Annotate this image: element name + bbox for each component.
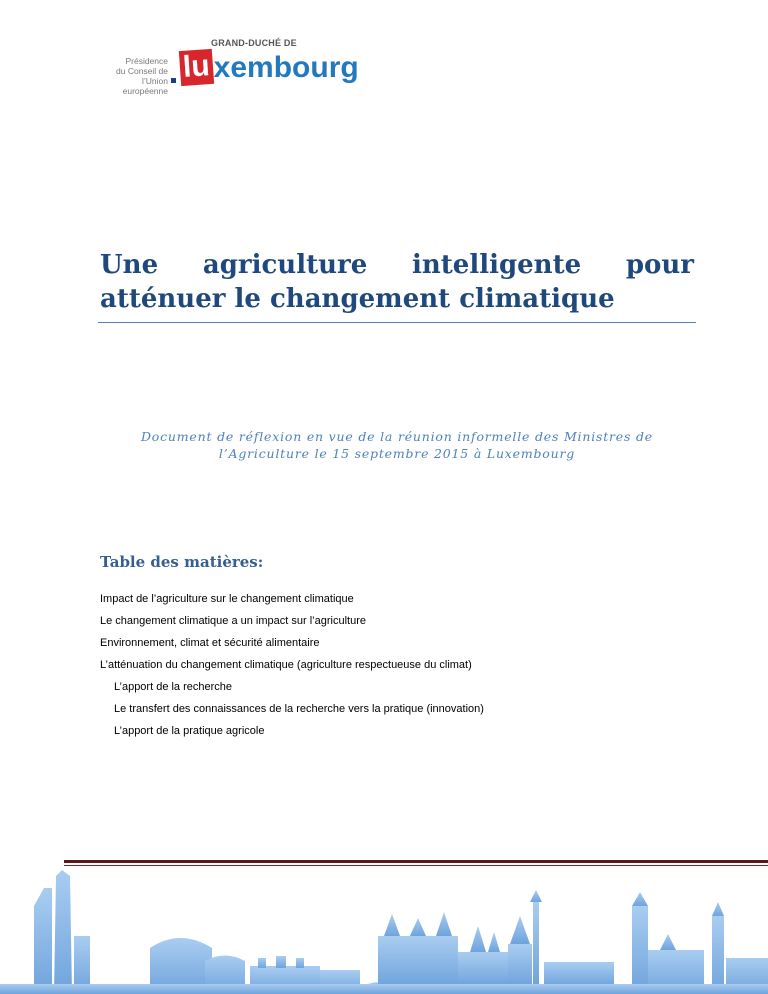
toc-subitem[interactable]: L’apport de la pratique agricole	[114, 725, 265, 737]
toc-subitem[interactable]: Le transfert des connaissances de la recherche vers la pratique (innovation)	[114, 703, 484, 715]
logo-lu-box: lu	[179, 48, 214, 85]
subtitle-line-2: l’Agriculture le 15 septembre 2015 à Luxembourg	[218, 446, 576, 461]
logo-presidency-line: l’Union européenne	[122, 76, 168, 96]
document-title	[100, 248, 694, 316]
toc-subitem[interactable]: L’apport de la recherche	[114, 681, 233, 693]
document-subtitle	[100, 428, 694, 462]
title-line-1: Une agriculture intelligente pour	[100, 250, 694, 280]
logo-presidency-line: du Conseil de	[116, 66, 168, 76]
logo-presidency-line: Présidence	[125, 56, 168, 66]
toc-item[interactable]: Environnement, climat et sécurité alimentaire	[100, 637, 320, 649]
logo-luxembourg-wordmark	[180, 50, 359, 84]
title-underline	[98, 322, 696, 323]
logo-xembourg: xembourg	[213, 50, 359, 84]
toc-heading: Table des matières:	[100, 553, 264, 571]
toc-item[interactable]: L’atténuation du changement climatique (agriculture respectueuse du climat)	[100, 659, 472, 671]
subtitle-line-1: Document de réflexion en vue de la réunion informelle des Ministres de	[140, 429, 653, 444]
logo-grand-duche: GRAND-DUCHÉ DE	[211, 38, 297, 48]
title-line-2: atténuer le changement climatique	[100, 284, 615, 314]
footer-rule	[64, 860, 768, 863]
presidency-logo	[98, 36, 358, 96]
city-skyline-illustration	[0, 866, 768, 994]
toc-item[interactable]: Impact de l’agriculture sur le changement climatique	[100, 593, 354, 605]
logo-dot	[171, 78, 176, 83]
toc-item[interactable]: Le changement climatique a un impact sur l’agriculture	[100, 615, 366, 627]
table-of-contents	[100, 588, 700, 742]
logo-presidency-text	[98, 56, 168, 96]
